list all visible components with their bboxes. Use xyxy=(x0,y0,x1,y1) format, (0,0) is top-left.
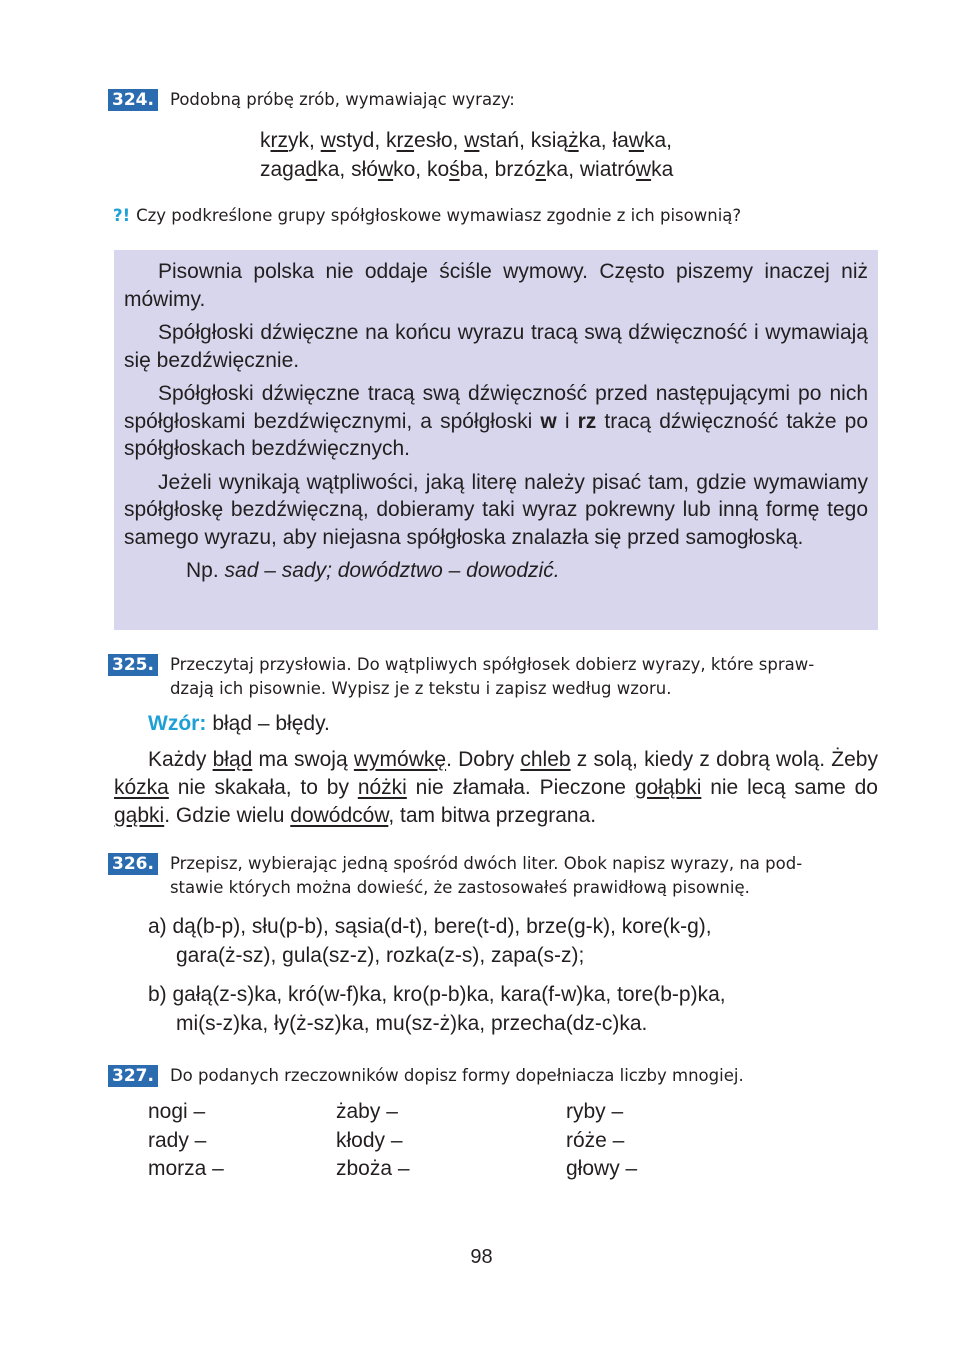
example-pattern xyxy=(148,712,330,736)
rule-bold-w: w xyxy=(540,409,557,433)
exercise-324-word-list xyxy=(260,126,673,184)
rule-paragraph-1: Pisownia polska nie oddaje ściśle wymowy. Często piszemy inaczej niż mówimy. xyxy=(124,260,868,311)
underlined-fragment: w xyxy=(377,158,394,181)
noun-item: kłody – xyxy=(336,1128,403,1152)
underlined-fragment: chleb xyxy=(520,748,571,771)
underlined-fragment: w xyxy=(628,129,644,152)
instruction-line-1: Przeczytaj przysłowia. Do wątpliwych spółgłosek dobierz wyrazy, które spraw- xyxy=(169,655,815,674)
text-fragment: ko, ko xyxy=(393,158,450,181)
noun-item: ryby – xyxy=(566,1100,624,1123)
noun-item: zboża – xyxy=(336,1157,410,1180)
text-fragment: styd, k xyxy=(335,129,397,152)
text-fragment: nie skakała, to by xyxy=(168,776,358,799)
exercise-number-badge: 324. xyxy=(108,89,158,111)
noun-item: róże – xyxy=(566,1128,625,1152)
example-text: sad – sady; dowództwo – dowodzić. xyxy=(224,559,560,582)
rule-paragraph-2: Spółgłoski dźwięczne na końcu wyrazu tracą swą dźwięczność i wymawiają się bezdźwięcznie. xyxy=(124,321,868,372)
text-fragment: ka, xyxy=(644,129,673,152)
underlined-fragment: ś xyxy=(449,158,460,181)
noun-item: głowy – xyxy=(566,1157,638,1180)
list-item-a xyxy=(148,912,712,970)
underlined-fragment: ż xyxy=(568,129,579,152)
exercise-324-header xyxy=(108,88,888,112)
question-exclamation-icon: ?! xyxy=(113,206,131,225)
underlined-fragment: gąbki xyxy=(114,804,165,827)
list-item-b xyxy=(148,980,726,1038)
rule-bold-rz: rz xyxy=(577,409,597,433)
noun-item: rady – xyxy=(148,1128,207,1152)
proverbs-text xyxy=(114,746,878,830)
rule-text: tracą dźwięczność także po spółgłoskach bezdźwięcznych. xyxy=(124,409,868,460)
rule-text: i xyxy=(556,409,578,433)
text-fragment: ma swoją xyxy=(252,748,354,771)
text-fragment: . Gdzie wielu xyxy=(164,804,291,827)
underlined-fragment: d xyxy=(305,158,318,181)
underlined-fragment: gołąbki xyxy=(634,776,702,799)
exercise-instruction xyxy=(170,852,888,900)
exercise-number-badge: 326. xyxy=(108,853,158,875)
exercise-326-header xyxy=(108,852,888,900)
list-item-a-line-2: gara(ż-sz), gula(sz-z), rozka(z-s), zapa(s-z); xyxy=(176,944,585,967)
underlined-fragment: w xyxy=(320,129,336,152)
pattern-text: błąd – błędy. xyxy=(212,712,330,735)
instruction-line-1: Przepisz, wybierając jedną spośród dwóch liter. Obok napisz wyrazy, na pod- xyxy=(169,854,803,873)
underlined-fragment: kózka xyxy=(114,776,169,799)
exercise-number-badge: 327. xyxy=(108,1065,158,1087)
underlined-fragment: błąd xyxy=(212,748,253,771)
underlined-fragment: dowódców xyxy=(290,804,389,827)
example-label: Np. xyxy=(186,559,225,582)
text-fragment: Każdy xyxy=(148,748,213,771)
noun-grid xyxy=(148,1098,848,1184)
rule-text: Spółgłoski dźwięczne tracą swą dźwięczność przed następującymi po nich spółgłoskami bezdźwięcznymi, a spółgłoski xyxy=(124,382,868,433)
pattern-label: Wzór: xyxy=(148,712,207,735)
list-item-b-line-1: b) gałą(z-s)ka, kró(w-f)ka, kro(p-b)ka, kara(f-w)ka, tore(b-p)ka, xyxy=(148,983,726,1006)
noun-item: morza – xyxy=(148,1157,224,1180)
rule-example xyxy=(124,557,868,585)
instruction-line-2: dzają ich pisownie. Wypisz je z tekstu i zapisz według wzoru. xyxy=(169,679,672,698)
list-item-a-line-1: a) dą(b-p), słu(p-b), sąsia(d-t), bere(t-d), brze(g-k), kore(k-g), xyxy=(148,915,712,938)
exercise-327-header xyxy=(108,1064,888,1088)
text-fragment: z solą, kiedy z dobrą wolą. Żeby xyxy=(570,748,878,771)
text-fragment: ba, brzó xyxy=(459,158,536,181)
text-fragment: ka, ła xyxy=(578,129,629,152)
text-fragment: k xyxy=(260,129,271,152)
underlined-fragment: z xyxy=(535,158,547,181)
underlined-fragment: nóżki xyxy=(357,776,407,799)
noun-item: żaby – xyxy=(336,1100,398,1123)
word-line-2 xyxy=(260,155,673,184)
text-fragment: , tam bitwa przegrana. xyxy=(388,804,597,827)
rule-paragraph-3 xyxy=(124,380,868,463)
text-fragment: stań, ksią xyxy=(479,129,569,152)
list-item-b-line-2: mi(s-z)ka, ły(ż-sz)ka, mu(sz-ż)ka, przecha(dz-c)ka. xyxy=(176,1012,648,1035)
text-fragment: nie złamała. Pieczone xyxy=(406,776,635,799)
text-fragment: . Dobry xyxy=(446,748,521,771)
text-fragment: nie lecą same do xyxy=(701,776,878,799)
question-text: Czy podkreślone grupy spółgłoskowe wymawiasz zgodnie z ich pisownią? xyxy=(136,206,742,225)
rule-box xyxy=(114,250,878,630)
underlined-fragment: rz xyxy=(396,129,415,152)
text-fragment: esło, xyxy=(414,129,465,152)
text-fragment: ka, wiatró xyxy=(546,158,636,181)
text-fragment: ka, słó xyxy=(317,158,378,181)
text-fragment: yk, xyxy=(288,129,321,152)
text-fragment: ka xyxy=(651,158,674,181)
exercise-instruction xyxy=(170,653,888,701)
text-fragment: zaga xyxy=(260,158,306,181)
exercise-instruction: Do podanych rzeczowników dopisz formy dopełniacza liczby mnogiej. xyxy=(169,1066,744,1085)
underlined-fragment: w xyxy=(464,129,480,152)
rule-paragraph-4: Jeżeli wynikają wątpliwości, jaką literę należy pisać tam, gdzie wymawiamy spółgłoskę bezdźwięczną, dobieramy taki wyraz pokrewny lub inną formę tego samego wyrazu, aby niejasna spółgłoska znalazła się przed samogłoską. xyxy=(124,470,868,549)
underlined-fragment: rz xyxy=(270,129,288,152)
exercise-325-header xyxy=(108,653,888,701)
word-line-1 xyxy=(260,126,673,155)
underlined-fragment: wymówkę xyxy=(353,748,447,771)
page-number: 98 xyxy=(470,1246,493,1268)
noun-item: nogi – xyxy=(148,1100,206,1123)
question-line xyxy=(113,206,741,225)
exercise-number-badge: 325. xyxy=(108,654,158,676)
instruction-line-2: stawie których można dowieść, że zastosowałeś prawidłową pisownię. xyxy=(169,878,750,897)
exercise-instruction: Podobną próbę zrób, wymawiając wyrazy: xyxy=(169,90,515,109)
underlined-fragment: w xyxy=(635,158,652,181)
